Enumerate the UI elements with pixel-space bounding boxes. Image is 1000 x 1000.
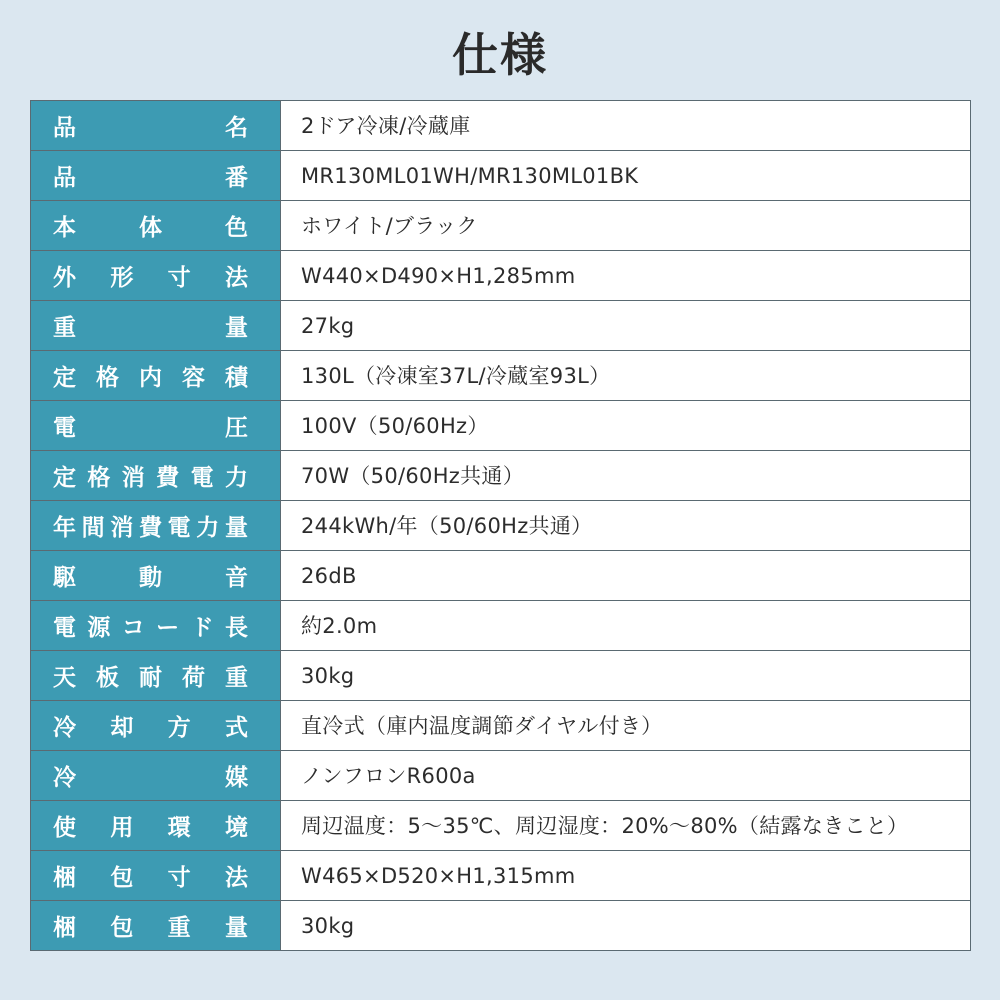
spec-label-char: 重 [167,915,191,941]
spec-label [31,402,280,450]
spec-label-char: 品 [53,165,76,191]
spec-value: 130L（冷凍室37L/冷蔵室93L） [301,363,611,388]
spec-label-char: 源 [87,615,111,641]
spec-label-char: 法 [224,265,248,291]
spec-value-cell [281,251,971,301]
spec-label-char: 電 [53,615,76,641]
spec-value-cell [281,451,971,501]
spec-table-body [31,101,971,951]
spec-label-char: 格 [96,365,119,391]
spec-label-char: 力 [224,465,248,491]
spec-row [31,501,971,551]
spec-label-char: 格 [87,465,111,491]
spec-label-char: 天 [53,665,76,691]
spec-value: 30kg [301,913,355,938]
spec-label-char: 重 [53,315,76,341]
spec-label-char: 圧 [225,415,248,441]
spec-label-char: 量 [225,315,248,341]
spec-label-cell [31,751,281,801]
spec-value: 直冷式（庫内温度調節ダイヤル付き） [301,713,663,738]
spec-value-cell [281,801,971,851]
spec-label-char: 荷 [182,665,205,691]
spec-label-char: 消 [121,465,145,491]
spec-row [31,351,971,401]
spec-value-cell [281,751,971,801]
spec-label-char: 量 [224,915,248,941]
spec-label-char: 包 [110,865,134,891]
spec-label-char: 色 [225,215,248,241]
spec-label-cell [31,351,281,401]
spec-label-char: 電 [190,465,214,491]
spec-label-char: 本 [53,215,76,241]
spec-value-cell [281,701,971,751]
spec-label-char: 用 [110,815,134,841]
spec-label [31,202,280,250]
spec-value-cell [281,551,971,601]
spec-label [31,802,280,850]
spec-label [31,152,280,200]
spec-value: MR130ML01WH/MR130ML01BK [301,163,639,188]
spec-label [31,852,280,900]
spec-label-char: 名 [225,115,248,141]
spec-value-cell [281,851,971,901]
spec-label [31,352,280,400]
spec-row [31,401,971,451]
spec-label-char: 駆 [53,565,76,591]
spec-value: 244kWh/年（50/60Hz共通） [301,513,593,538]
spec-label-cell [31,401,281,451]
spec-label-char: 力 [196,515,220,541]
spec-label-char: 方 [167,715,191,741]
spec-label-char: 冷 [53,765,76,791]
spec-label [31,602,280,650]
spec-label-char: 定 [53,365,76,391]
spec-label-cell [31,151,281,201]
spec-label [31,102,280,150]
spec-label-char: コ [121,615,145,641]
spec-row [31,301,971,351]
spec-label-char: 長 [224,615,248,641]
spec-row [31,551,971,601]
spec-label-char: ド [190,615,214,641]
spec-row [31,201,971,251]
spec-label-char: 梱 [53,915,76,941]
spec-label-char: 番 [225,165,248,191]
spec-label-char: 環 [167,815,191,841]
spec-row [31,101,971,151]
spec-label [31,252,280,300]
spec-label-char: 法 [224,865,248,891]
spec-value-cell [281,301,971,351]
spec-row [31,851,971,901]
spec-row [31,601,971,651]
spec-label-char: 品 [53,115,76,141]
spec-label-char: 量 [224,515,248,541]
spec-label-char: 梱 [53,865,76,891]
spec-value: W440×D490×H1,285mm [301,263,576,288]
spec-value-cell [281,901,971,951]
spec-label-char: 消 [110,515,134,541]
spec-value-cell [281,651,971,701]
spec-label-char: 寸 [167,265,191,291]
spec-label-char: 重 [225,665,248,691]
spec-label-char: 外 [53,265,76,291]
spec-value: 70W（50/60Hz共通） [301,463,525,488]
spec-label-char: 定 [53,465,76,491]
spec-value-cell [281,101,971,151]
spec-label-char: 電 [53,415,76,441]
spec-label-char: 耐 [139,665,162,691]
spec-label-char: 年 [53,515,76,541]
page-title: 仕様 [452,28,548,82]
spec-label-char: 積 [225,365,248,391]
spec-row [31,151,971,201]
spec-label-char: 寸 [167,865,191,891]
spec-label-char: 境 [224,815,248,841]
spec-label-char: 包 [110,915,134,941]
spec-row [31,751,971,801]
spec-value-cell [281,351,971,401]
spec-row [31,251,971,301]
spec-value-cell [281,401,971,451]
spec-label [31,902,280,950]
spec-label-cell [31,651,281,701]
spec-label-cell [31,201,281,251]
spec-label-char: 電 [167,515,191,541]
spec-label-char: 費 [156,465,180,491]
spec-label-char: 容 [182,365,205,391]
spec-label-char: 動 [139,565,162,591]
spec-label-cell [31,501,281,551]
spec-label [31,552,280,600]
spec-label-cell [31,801,281,851]
spec-value-cell [281,151,971,201]
spec-label-char: 体 [139,215,162,241]
spec-value: 27kg [301,313,355,338]
spec-label-cell [31,701,281,751]
spec-table [30,100,971,951]
spec-row [31,451,971,501]
spec-label-char: 形 [110,265,134,291]
spec-value: 100V（50/60Hz） [301,413,489,438]
spec-value: 26dB [301,563,357,588]
spec-row [31,801,971,851]
spec-value: 周辺温度：5～35℃、周辺湿度：20%～80%（結露なきこと） [301,813,909,838]
spec-value: ノンフロンR600a [301,763,476,788]
spec-label-cell [31,851,281,901]
spec-label-char: 媒 [225,765,248,791]
spec-label-char: 間 [81,515,105,541]
spec-label-cell [31,101,281,151]
spec-value: W465×D520×H1,315mm [301,863,576,888]
spec-value-cell [281,601,971,651]
spec-label-char: 費 [138,515,162,541]
spec-label [31,452,280,500]
spec-label-char: 却 [110,715,134,741]
spec-label-cell [31,551,281,601]
spec-label-cell [31,901,281,951]
spec-label-cell [31,301,281,351]
spec-row [31,651,971,701]
spec-label-char: ー [156,615,180,641]
spec-label-char: 板 [96,665,119,691]
spec-label [31,302,280,350]
spec-label [31,702,280,750]
spec-value: 2ドア冷凍/冷蔵庫 [301,113,471,138]
spec-label [31,752,280,800]
spec-value: 約2.0m [301,613,378,638]
spec-row [31,901,971,951]
spec-value-cell [281,201,971,251]
spec-label-char: 式 [224,715,248,741]
spec-row [31,701,971,751]
spec-label-cell [31,251,281,301]
spec-label-char: 使 [53,815,76,841]
spec-value-cell [281,501,971,551]
spec-label-char: 内 [139,365,162,391]
spec-label [31,652,280,700]
spec-label-cell [31,601,281,651]
spec-value: ホワイト/ブラック [301,213,478,238]
spec-value: 30kg [301,663,355,688]
spec-label-cell [31,451,281,501]
spec-label-char: 音 [225,565,248,591]
spec-label [31,502,280,550]
spec-label-char: 冷 [53,715,76,741]
